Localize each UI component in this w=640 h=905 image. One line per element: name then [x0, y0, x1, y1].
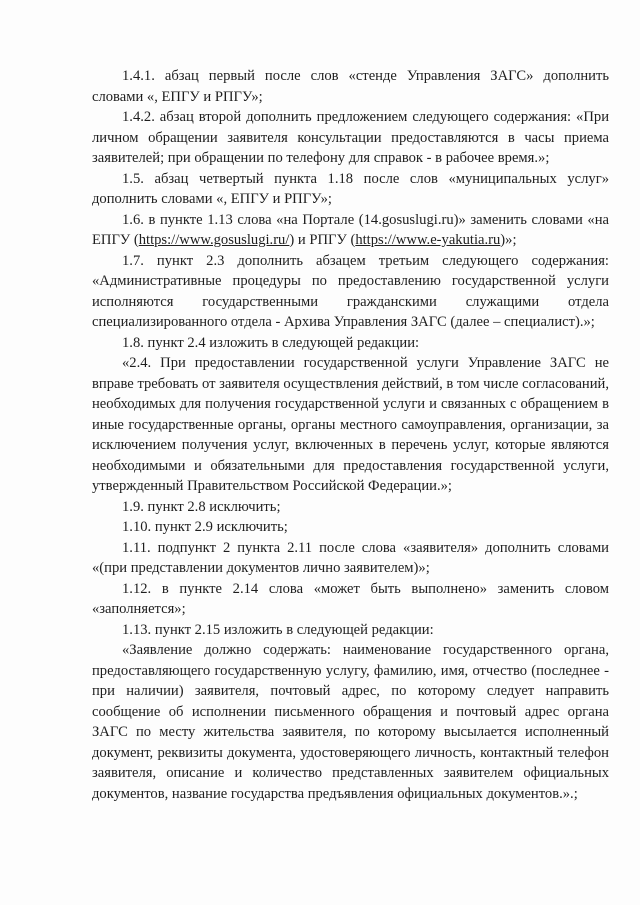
para-text: 1.11. подпункт 2 пункта 2.11 после слова «заявителя» дополнить словами «(при представлении документов лично заявителем)»;: [92, 539, 609, 576]
para-text-before: 1.6. в пункте 1.13 слова «на Портале (14.gosuslugi.ru)» заменить словами «на ЕПГУ (: [92, 211, 609, 248]
para-text: 1.12. в пункте 2.14 слова «может быть выполнено» заменить словом «заполняется»;: [92, 580, 609, 617]
para-text: 1.10. пункт 2.9 исключить;: [122, 519, 288, 535]
paragraph-2-15-quote: [92, 640, 609, 804]
para-text-after: )»;: [500, 232, 517, 248]
para-text: 1.4.1. абзац первый после слов «стенде Управления ЗАГС» дополнить словами «, ЕПГУ и РПГУ»;: [92, 68, 609, 105]
para-text: 1.13. пункт 2.15 изложить в следующей редакции:: [122, 621, 434, 638]
paragraph-1-7: [92, 251, 609, 333]
paragraph-1-6: [92, 210, 609, 251]
para-text: «2.4. При предоставлении государственной услуги Управление ЗАГС не вправе требовать от заявителя осуществления действий, в том числе согласований, необходимых для получения государственной услуги и связанных с обращением в иные государственные органы, органы местного самоуправления, организации, за исключением получения услуг, включенных в перечень услуг, которые являются необходимыми и обязательными для предоставления государственной услуги, утвержденный Правительством Российской Федерации.»;: [92, 355, 609, 494]
paragraph-1-4-2: [92, 107, 609, 169]
para-text: 1.4.2. абзац второй дополнить предложением следующего содержания: «При личном обращении заявителя консультации предоставляются в часы приема заявителей; при обращении по телефону для справок - в рабочее время.»;: [92, 109, 609, 166]
para-text: 1.7. пункт 2.3 дополнить абзацем третьим следующего содержания: «Административные процедуры по предоставлению государственной услуги исполняются государственными гражданскими служащими отдела специализированного отдела - Архива Управления ЗАГС (далее – специалист).»;: [92, 252, 609, 330]
para-text-middle: ) и РПГУ (: [289, 232, 356, 248]
paragraph-1-9: [92, 497, 609, 518]
e-yakutia-link[interactable]: https://www.e-yakutia.ru: [355, 232, 501, 248]
paragraph-1-5: [92, 169, 609, 210]
paragraph-1-12: [92, 579, 609, 620]
paragraph-1-8: [92, 333, 609, 354]
gosuslugi-link[interactable]: https://www.gosuslugi.ru/: [138, 232, 290, 248]
paragraph-1-11: [92, 538, 609, 579]
paragraph-1-13: [92, 620, 609, 641]
paragraph-2-4-quote: [92, 353, 609, 497]
document-body: [92, 66, 609, 804]
paragraph-1-4-1: [92, 66, 609, 107]
para-text: 1.9. пункт 2.8 исключить;: [122, 498, 281, 515]
paragraph-1-10: [92, 517, 609, 538]
para-text: 1.5. абзац четвертый пункта 1.18 после слов «муниципальных услуг» дополнить словами «, ЕПГУ и РПГУ»;: [92, 170, 609, 207]
para-text: «Заявление должно содержать: наименование государственного органа, предоставляющего государственную услугу, фамилию, имя, отчество (последнее - при наличии) заявителя, почтовый адрес, по которому следует направить сообщение об исполнении письменного обращения и почтовый адрес органа ЗАГС по месту жительства заявителя, по которому высылается исполненный документ, реквизиты документа, удостоверяющего личность, контактный телефон заявителя, описание и количество представленных заявителем официальных документов, название государства предъявления официальных документов.».;: [92, 642, 609, 802]
para-text: 1.8. пункт 2.4 изложить в следующей редакции:: [122, 334, 420, 351]
